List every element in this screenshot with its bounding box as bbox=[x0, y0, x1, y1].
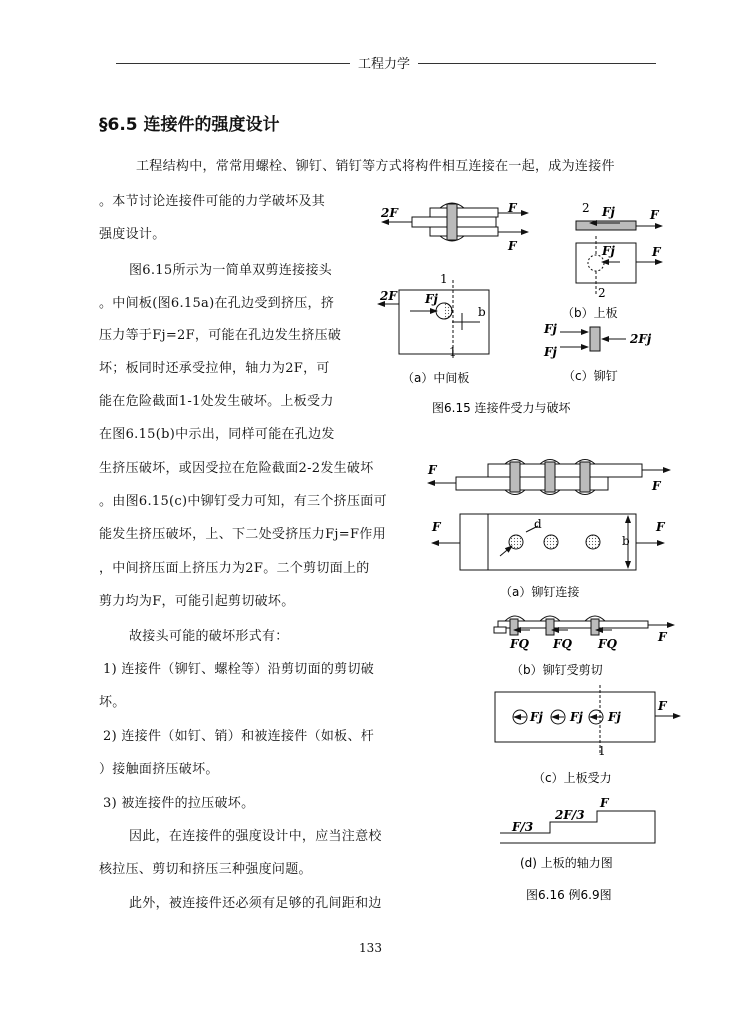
section-label-1: 1 bbox=[598, 744, 606, 758]
label-F: F bbox=[650, 208, 659, 222]
label-Fj: Fj bbox=[608, 710, 621, 724]
body-line: ，中间挤压面上挤压力为2F。二个剪切面上的 bbox=[99, 561, 370, 576]
body-line: 工程结构中，常常用螺栓、铆钉、销钉等方式将构件相互连接在一起，成为连接件 bbox=[136, 159, 615, 174]
body-line: 。本节讨论连接件可能的力学破坏及其 bbox=[99, 194, 326, 209]
body-line: 1) 连接件（铆钉、螺栓等）沿剪切面的剪切破 bbox=[103, 662, 375, 677]
body-line: 核拉压、剪切和挤压三种强度问题。 bbox=[99, 862, 312, 877]
section-label-1: 1 bbox=[449, 345, 457, 359]
caption-c: （c）铆钉 bbox=[563, 369, 618, 383]
caption-b: （b）铆钉受剪切 bbox=[511, 663, 603, 677]
body-line: 生挤压破坏，或因受拉在危险截面2-2发生破坏 bbox=[99, 461, 374, 476]
figure-caption-6-15: 图6.15 连接件受力与破坏 bbox=[432, 401, 571, 415]
caption-b: （b）上板 bbox=[562, 306, 618, 320]
label-F: F bbox=[508, 201, 517, 215]
body-line: 压力等于Fj=2F，可能在孔边发生挤压破 bbox=[99, 328, 342, 343]
label-2F: 2F bbox=[381, 206, 398, 220]
label-F: F bbox=[652, 245, 661, 259]
body-line: 。中间板(图6.15a)在孔边受到挤压，挤 bbox=[99, 296, 335, 311]
page-number: 133 bbox=[359, 941, 382, 955]
body-line: 能发生挤压破坏，上、下二处受挤压力Fj=F作用 bbox=[99, 527, 386, 542]
label-2Fj: 2Fj bbox=[630, 332, 652, 346]
body-line: 此外，被连接件还必须有足够的孔间距和边 bbox=[129, 896, 382, 911]
label-Fj: Fj bbox=[544, 345, 557, 359]
section-label-2: 2 bbox=[598, 286, 606, 300]
label-FQ: FQ bbox=[598, 637, 617, 651]
label-Fj: Fj bbox=[544, 322, 557, 336]
label-FQ: FQ bbox=[553, 637, 572, 651]
body-line: 故接头可能的破坏形式有： bbox=[129, 629, 289, 644]
body-line: 坏。 bbox=[99, 695, 126, 710]
body-line: 图6.15所示为一简单双剪连接接头 bbox=[129, 263, 333, 278]
caption-a: （a）中间板 bbox=[402, 371, 470, 385]
body-line: ）接触面挤压破坏。 bbox=[99, 762, 219, 777]
caption-c: （c）上板受力 bbox=[533, 771, 612, 785]
label-Fj: Fj bbox=[570, 710, 583, 724]
section-label-1: 1 bbox=[440, 272, 448, 286]
body-line: 能在危险截面1-1处发生破坏。上板受力 bbox=[99, 394, 334, 409]
axial-label-F3: F/3 bbox=[512, 820, 534, 834]
label-F: F bbox=[652, 479, 661, 493]
label-F: F bbox=[656, 520, 665, 534]
axial-label-2F3: 2F/3 bbox=[555, 808, 585, 822]
label-Fj: Fj bbox=[425, 292, 438, 306]
body-line: 2) 连接件（如钉、销）和被连接件（如板、杆 bbox=[103, 729, 375, 744]
label-FQ: FQ bbox=[510, 637, 529, 651]
label-F: F bbox=[658, 630, 667, 644]
body-line: 坏；板同时还承受拉伸，轴力为2F，可 bbox=[99, 361, 330, 376]
label-F: F bbox=[658, 699, 667, 713]
dim-b: b bbox=[622, 534, 630, 548]
dim-d: d bbox=[534, 517, 542, 531]
body-line: 强度设计。 bbox=[99, 227, 166, 242]
label-Fj: Fj bbox=[602, 205, 615, 219]
label-2F: 2F bbox=[380, 289, 397, 303]
axial-label-F: F bbox=[600, 796, 609, 810]
body-line: 。由图6.15(c)中铆钉受力可知，有三个挤压面可 bbox=[99, 494, 387, 509]
label-Fj: Fj bbox=[602, 244, 615, 258]
header-title: 工程力学 bbox=[357, 57, 410, 72]
label-Fj: Fj bbox=[530, 710, 543, 724]
body-line: 3) 被连接件的拉压破坏。 bbox=[103, 796, 255, 811]
body-line: 在图6.15(b)中示出，同样可能在孔边发 bbox=[99, 427, 335, 442]
label-F: F bbox=[432, 520, 441, 534]
section-title: §6.5 连接件的强度设计 bbox=[99, 115, 280, 135]
caption-a: （a）铆钉连接 bbox=[500, 585, 580, 599]
dim-b: b bbox=[478, 305, 486, 319]
section-label-2: 2 bbox=[582, 201, 590, 215]
body-line: 因此，在连接件的强度设计中，应当注意校 bbox=[129, 829, 382, 844]
caption-d: (d) 上板的轴力图 bbox=[520, 856, 613, 870]
figure-caption-6-16: 图6.16 例6.9图 bbox=[526, 888, 612, 902]
label-F: F bbox=[508, 239, 517, 253]
label-F: F bbox=[428, 463, 437, 477]
body-line: 剪力均为F，可能引起剪切破坏。 bbox=[99, 594, 295, 609]
